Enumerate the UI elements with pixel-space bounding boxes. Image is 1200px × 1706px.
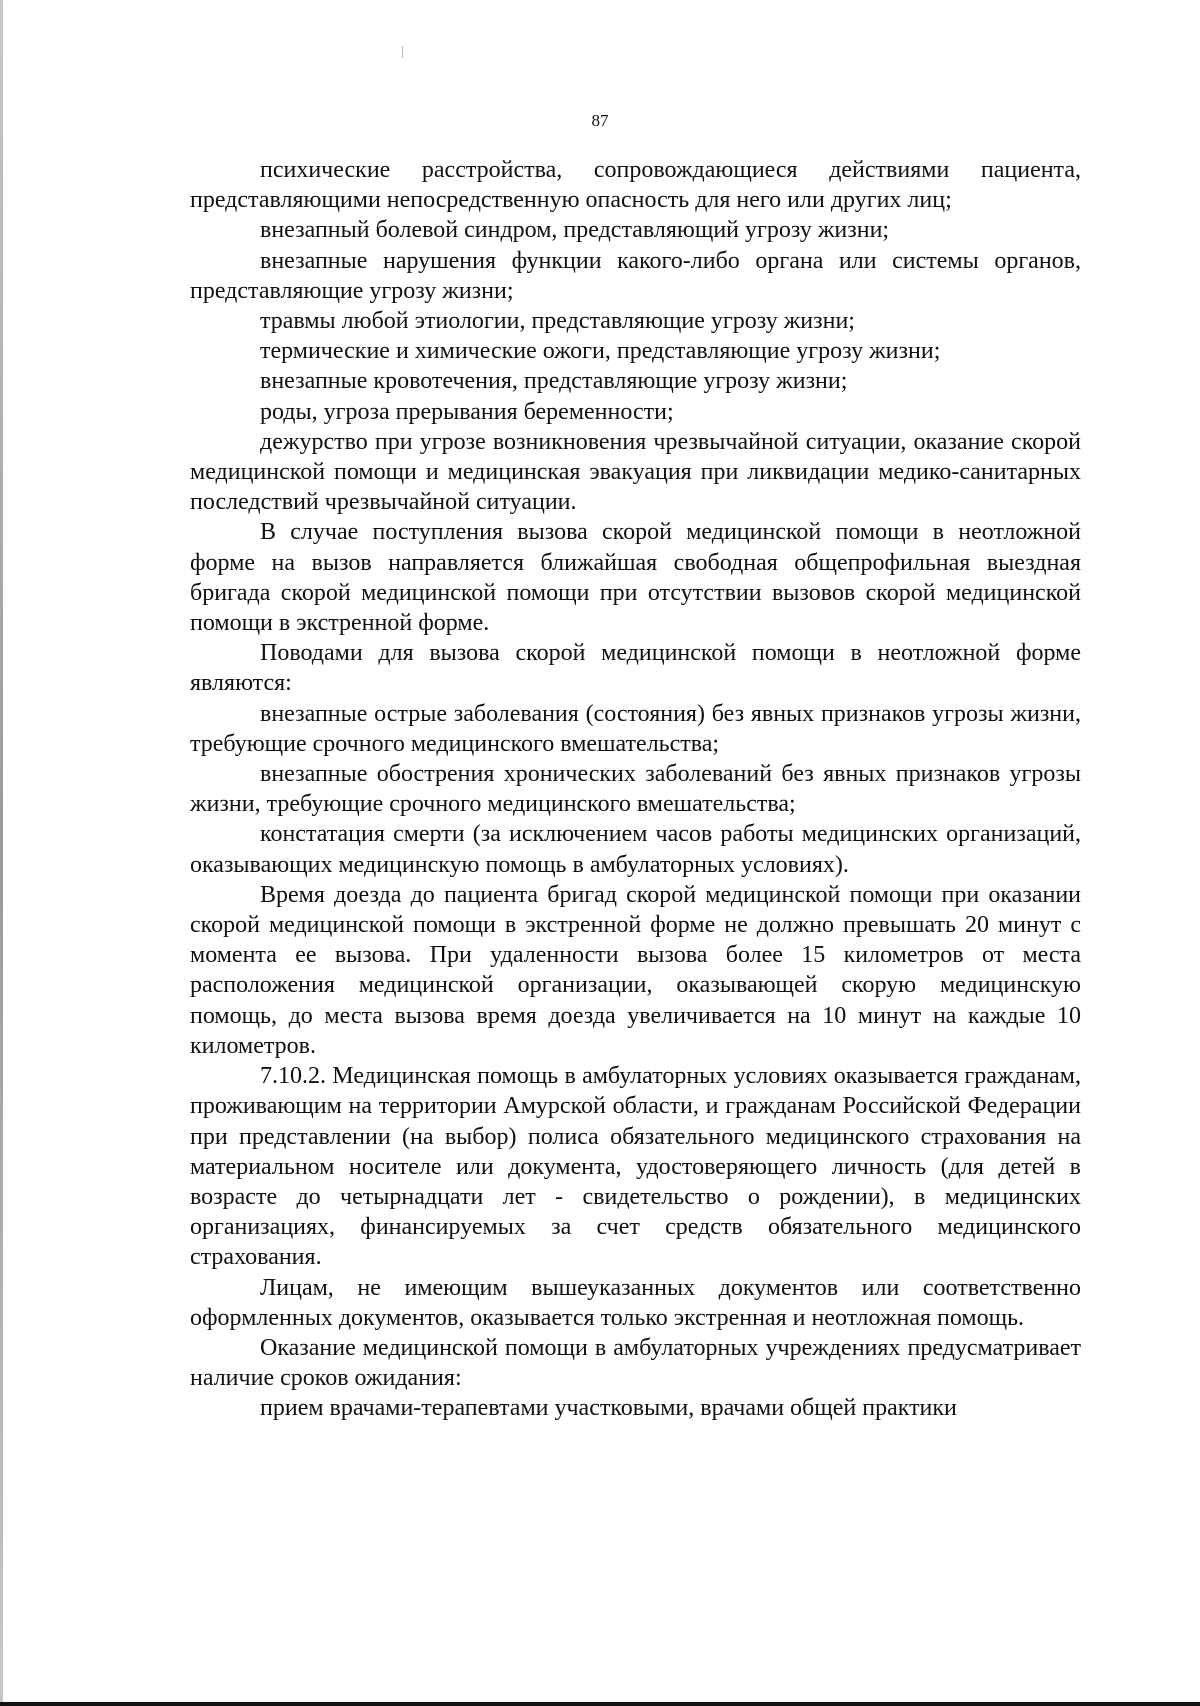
paragraph: прием врачами-терапевтами участковыми, врачами общей практики: [260, 1395, 957, 1422]
paragraph: внезапные острые заболевания (состояния) без явных признаков угрозы жизни, требующие срочного медицинского вмешательства;: [190, 700, 1081, 757]
page-number: 87: [591, 111, 609, 130]
paragraph: термические и химические ожоги, представляющие угрозу жизни;: [260, 338, 941, 365]
paragraph: роды, угроза прерывания беременности;: [260, 398, 674, 425]
paragraph: Время доезда до пациента бригад скорой медицинской помощи при оказании скорой медицинской помощи в экстренной форме не должно превышать 20 минут с момента ее вызова. При удаленности вызова более 15 километров от места расположения медицинской организации, оказывающей скорую медицинскую помощь, до места вызова время доезда увеличивается на 10 минут на каждые 10 километров.: [190, 881, 1081, 1059]
document-body: [190, 155, 1081, 1424]
paragraph: Лицам, не имеющим вышеуказанных документов или соответственно оформленных документов, оказывается только экстренная и неотложная помощь.: [190, 1274, 1081, 1331]
paragraph: В случае поступления вызова скорой медицинской помощи в неотложной форме на вызов направляется ближайшая свободная общепрофильная выездная бригада скорой медицинской помощи при отсутствии вызовов скорой медицинской помощи в экстренной форме.: [190, 519, 1081, 637]
scan-speck: [402, 46, 403, 58]
paragraph: 7.10.2. Медицинская помощь в амбулаторных условиях оказывается гражданам, проживающим на территории Амурской области, и гражданам Российской Федерации при представлении (на выбор) полиса обязательного медицинского страхования на материальном носителе или документа, удостоверяющего личность (для детей в возрасте до четырнадцати лет - свидетельство о рождении), в медицинских организациях, финансируемых за счет средств обязательного медицинского страхования.: [190, 1063, 1081, 1271]
paragraph: Оказание медицинской помощи в амбулаторных учреждениях предусматривает наличие сроков ожидания:: [190, 1334, 1081, 1392]
paragraph: внезапный болевой синдром, представляющий угрозу жизни;: [260, 217, 890, 244]
paragraph: внезапные нарушения функции какого-либо органа или системы органов, представляющие угрозу жизни;: [190, 247, 1081, 304]
scan-left-edge: [0, 0, 3, 1706]
paragraph: психические расстройства, сопровождающиеся действиями пациента, представляющими непосредственную опасность для него или других лиц;: [190, 157, 1081, 214]
paragraph: внезапные кровотечения, представляющие угрозу жизни;: [260, 368, 848, 395]
paragraph: констатация смерти (за исключением часов работы медицинских организаций, оказывающих медицинскую помощь в амбулаторных условиях).: [190, 821, 1081, 878]
paragraph: травмы любой этиологии, представляющие угрозу жизни;: [260, 308, 855, 335]
scan-bottom-edge: [0, 1702, 1200, 1706]
paragraph: дежурство при угрозе возникновения чрезвычайной ситуации, оказание скорой медицинской помощи и медицинская эвакуация при ликвидации медико-санитарных последствий чрезвычайной ситуации.: [190, 428, 1081, 516]
paragraph: Поводами для вызова скорой медицинской помощи в неотложной форме являются:: [190, 640, 1081, 697]
paragraph: внезапные обострения хронических заболеваний без явных признаков угрозы жизни, требующие срочного медицинского вмешательства;: [190, 761, 1081, 818]
